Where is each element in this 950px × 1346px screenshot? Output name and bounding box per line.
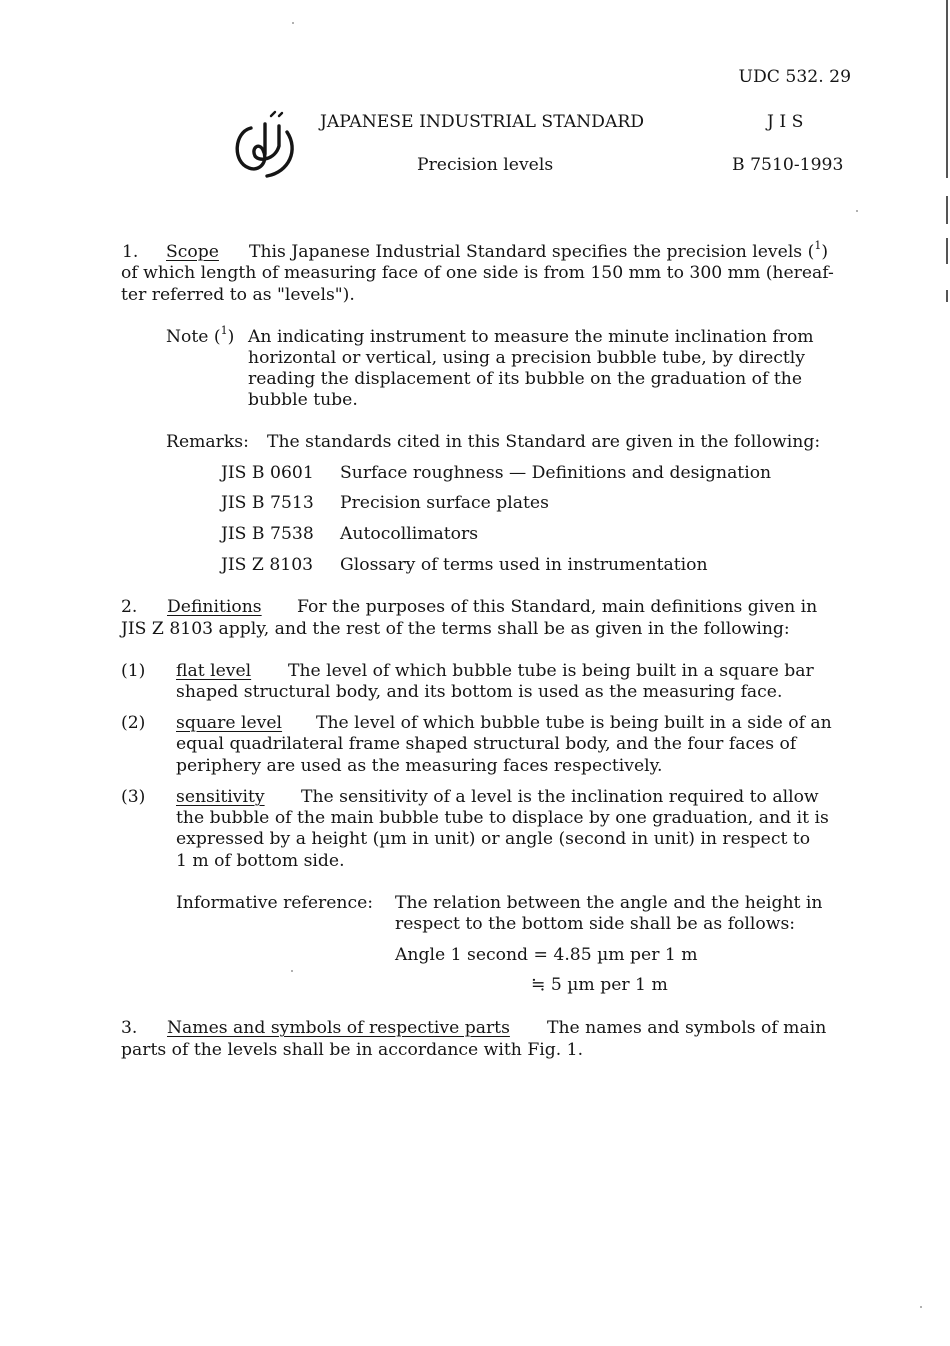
cited-standard-code: JIS B 7538 — [221, 524, 314, 544]
udc-number: UDC 532. 29 — [738, 67, 851, 87]
page-edge-mark — [946, 290, 948, 302]
section-1-line-2: of which length of measuring face of one side is from 150 mm to 300 mm (hereaf- — [121, 263, 834, 283]
definition-number: (3) — [121, 787, 146, 807]
standard-title: JAPANESE INDUSTRIAL STANDARD — [320, 112, 645, 132]
section-1-heading: Scope — [166, 242, 219, 262]
section-1-line-3: ter referred to as "levels"). — [121, 285, 355, 305]
scan-speck — [291, 970, 293, 972]
informative-reference-text: respect to the bottom side shall be as follows: — [395, 914, 796, 934]
remarks-text: The standards cited in this Standard are given in the following: — [267, 432, 821, 452]
definition-number: (2) — [121, 713, 146, 733]
cited-standard-title: Surface roughness — Definitions and designation — [340, 463, 772, 483]
standard-subtitle: Precision levels — [417, 155, 554, 175]
scan-speck — [292, 22, 294, 24]
section-2-number: 2. — [121, 597, 138, 617]
jis-logo — [229, 110, 299, 180]
section-2-line-1: For the purposes of this Standard, main definitions given in — [297, 597, 818, 617]
page-edge-mark — [946, 196, 948, 224]
section-3-heading: Names and symbols of respective parts — [167, 1018, 510, 1038]
cited-standard-title: Glossary of terms used in instrumentation — [340, 555, 708, 575]
cited-standard-title: Precision surface plates — [340, 493, 549, 513]
informative-reference-text: The relation between the angle and the height in — [395, 893, 823, 913]
conversion-approximation: ≒ 5 µm per 1 m — [531, 975, 668, 995]
definition-text: equal quadrilateral frame shaped structural body, and the four faces of — [176, 734, 797, 754]
definition-text: expressed by a height (µm in unit) or angle (second in unit) in respect to — [176, 829, 811, 849]
section-3-number: 3. — [121, 1018, 138, 1038]
section-1-line-1: This Japanese Industrial Standard specifies the precision levels ($^1$) — [249, 239, 829, 262]
cited-standard-title: Autocollimators — [340, 524, 479, 544]
definition-text: periphery are used as the measuring faces respectively. — [176, 756, 663, 776]
cited-standard-code: JIS B 7513 — [221, 493, 314, 513]
definition-term: flat level — [176, 661, 252, 681]
conversion-equation: Angle 1 second = 4.85 µm per 1 m — [395, 945, 698, 965]
note-line: An indicating instrument to measure the minute inclination from — [248, 327, 814, 347]
page-edge-line — [946, 0, 948, 178]
definition-text: the bubble of the main bubble tube to displace by one graduation, and it is — [176, 808, 829, 828]
note-line: reading the displacement of its bubble on the graduation of the — [248, 369, 803, 389]
definition-term: sensitivity — [176, 787, 265, 807]
definition-number: (1) — [121, 661, 146, 681]
definition-text: 1 m of bottom side. — [176, 851, 345, 871]
cited-standard-code: JIS Z 8103 — [221, 555, 314, 575]
definition-text: The level of which bubble tube is being built in a side of an — [316, 713, 832, 733]
note-line: horizontal or vertical, using a precision bubble tube, by directly — [248, 348, 805, 368]
scan-speck — [856, 210, 858, 212]
definition-term: square level — [176, 713, 283, 733]
definition-text: The sensitivity of a level is the inclination required to allow — [301, 787, 819, 807]
definition-text: The level of which bubble tube is being built in a square bar — [288, 661, 814, 681]
section-2-heading: Definitions — [167, 597, 262, 617]
section-2-line-2: JIS Z 8103 apply, and the rest of the terms shall be as given in the following: — [121, 619, 790, 639]
section-3-line-1: The names and symbols of main — [547, 1018, 827, 1038]
section-1-number: 1. — [122, 242, 139, 262]
remarks-label: Remarks: — [166, 432, 249, 452]
standard-jis-label: J I S — [767, 112, 804, 132]
informative-reference-label: Informative reference: — [176, 893, 374, 913]
cited-standard-code: JIS B 0601 — [221, 463, 314, 483]
note-label: Note ($^1$) — [166, 324, 235, 347]
standard-number: B 7510-1993 — [732, 155, 844, 175]
scan-speck — [920, 1306, 922, 1308]
definition-text: shaped structural body, and its bottom is used as the measuring face. — [176, 682, 783, 702]
section-3-line-2: parts of the levels shall be in accordance with Fig. 1. — [121, 1040, 584, 1060]
page-edge-mark — [946, 238, 948, 264]
note-line: bubble tube. — [248, 390, 358, 410]
